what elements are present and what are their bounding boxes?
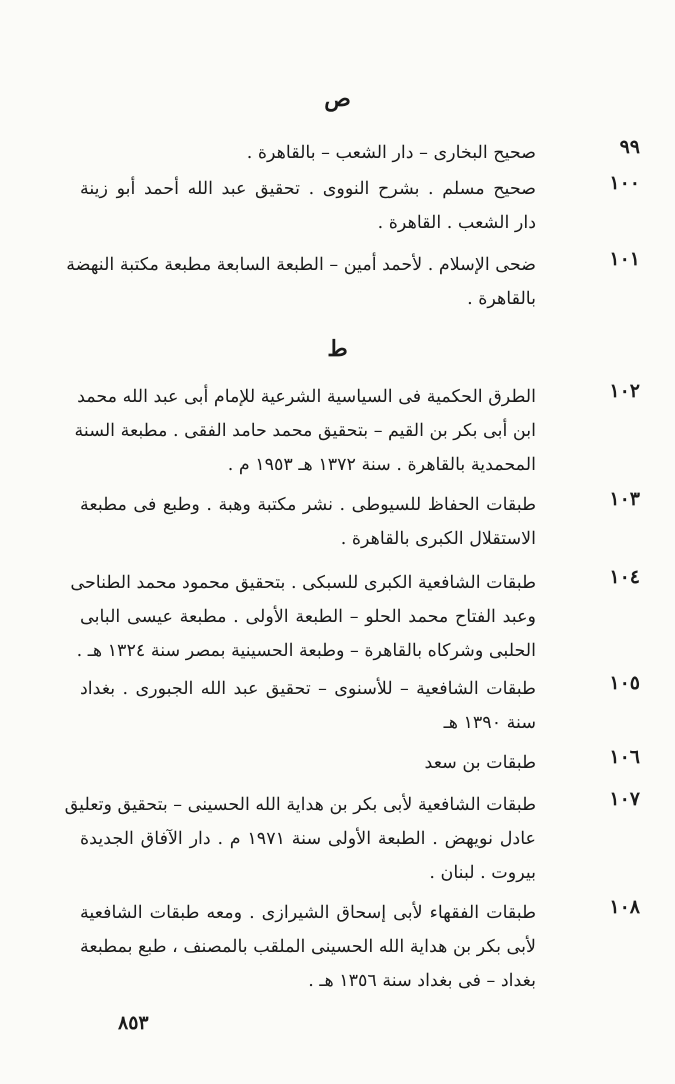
bibliography-entry — [80, 672, 640, 740]
entry-line: طبقات الفقهاء لأبى إسحاق الشيرازى . ومعه طبقات الشافعية — [80, 903, 536, 923]
entry-line: دار الشعب . القاهرة . — [377, 213, 536, 233]
entry-number: ١٠١ — [609, 248, 640, 270]
entry-line: ابن أبى بكر بن القيم – بتحقيق محمد حامد الفقى . مطبعة السنة — [74, 421, 536, 441]
entry-line: بيروت . لبنان . — [429, 863, 536, 883]
entry-number: ١٠٣ — [609, 488, 640, 510]
entry-line: صحيح مسلم . بشرح النووى . تحقيق عبد الله أحمد أبو زينة — [80, 179, 536, 199]
entry-line: لأبى بكر بن هداية الله الحسينى الملقب بالمصنف ، طبع بمطبعة — [80, 937, 536, 957]
bibliography-entry — [80, 746, 640, 780]
bibliography-entry — [80, 172, 640, 240]
entry-line: ضحى الإسلام . لأحمد أمين – الطبعة السابعة مطبعة مكتبة النهضة — [66, 255, 536, 275]
bibliography-entry — [66, 248, 640, 316]
section-heading-ta: ط — [327, 336, 348, 362]
entry-line: طبقات الحفاظ للسيوطى . نشر مكتبة وهبة . وطبع فى مطبعة — [80, 495, 536, 515]
entry-line: بالقاهرة . — [467, 289, 536, 309]
entry-line: سنة ١٣٩٠ هـ — [443, 713, 536, 733]
entry-number: ٩٩ — [619, 136, 640, 158]
entry-line: طبقات الشافعية – للأسنوى – تحقيق عبد الله الجبورى . بغداد — [80, 679, 536, 699]
entry-line: طبقات الشافعية الكبرى للسبكى . بتحقيق محمود محمد الطناحى — [70, 573, 536, 593]
entry-number: ١٠٥ — [609, 672, 640, 694]
entry-line: بغداد – فى بغداد سنة ١٣٥٦ هـ . — [308, 971, 536, 991]
entry-number: ١٠٨ — [609, 896, 640, 918]
bibliography-entry — [74, 380, 640, 482]
entry-line: الاستقلال الكبرى بالقاهرة . — [340, 529, 536, 549]
entry-line: عادل نويهض . الطبعة الأولى سنة ١٩٧١ م . دار الآفاق الجديدة — [80, 829, 536, 849]
entry-number: ١٠٤ — [609, 566, 640, 588]
entry-number: ١٠٦ — [609, 746, 640, 768]
bibliography-entry — [70, 566, 640, 668]
bibliography-entry — [80, 488, 640, 556]
entry-line: المحمدية بالقاهرة . سنة ١٣٧٢ هـ ١٩٥٣ م . — [227, 455, 536, 475]
entry-line: وعبد الفتاح محمد الحلو – الطبعة الأولى . مطبعة عيسى البابى — [80, 607, 536, 627]
entry-line: طبقات الشافعية لأبى بكر بن هداية الله الحسينى – بتحقيق وتعليق — [64, 795, 536, 815]
entry-line: الحلبى وشركاه بالقاهرة – وطبعة الحسينية بمصر سنة ١٣٢٤ هـ . — [76, 641, 536, 661]
bibliography-entry — [80, 896, 640, 998]
bibliography-entry — [64, 788, 640, 890]
bibliography-entry — [80, 136, 640, 170]
entry-number: ١٠٢ — [609, 380, 640, 402]
entry-number: ١٠٠ — [609, 172, 640, 194]
entry-line: الطرق الحكمية فى السياسية الشرعية للإمام أبى عبد الله محمد — [77, 387, 536, 407]
page-number: ٨٥٣ — [118, 1012, 149, 1034]
section-heading-sad: ص — [324, 86, 351, 112]
entry-line: صحيح البخارى – دار الشعب – بالقاهرة . — [246, 143, 536, 163]
entry-line: طبقات بن سعد — [424, 753, 536, 773]
entry-number: ١٠٧ — [609, 788, 640, 810]
